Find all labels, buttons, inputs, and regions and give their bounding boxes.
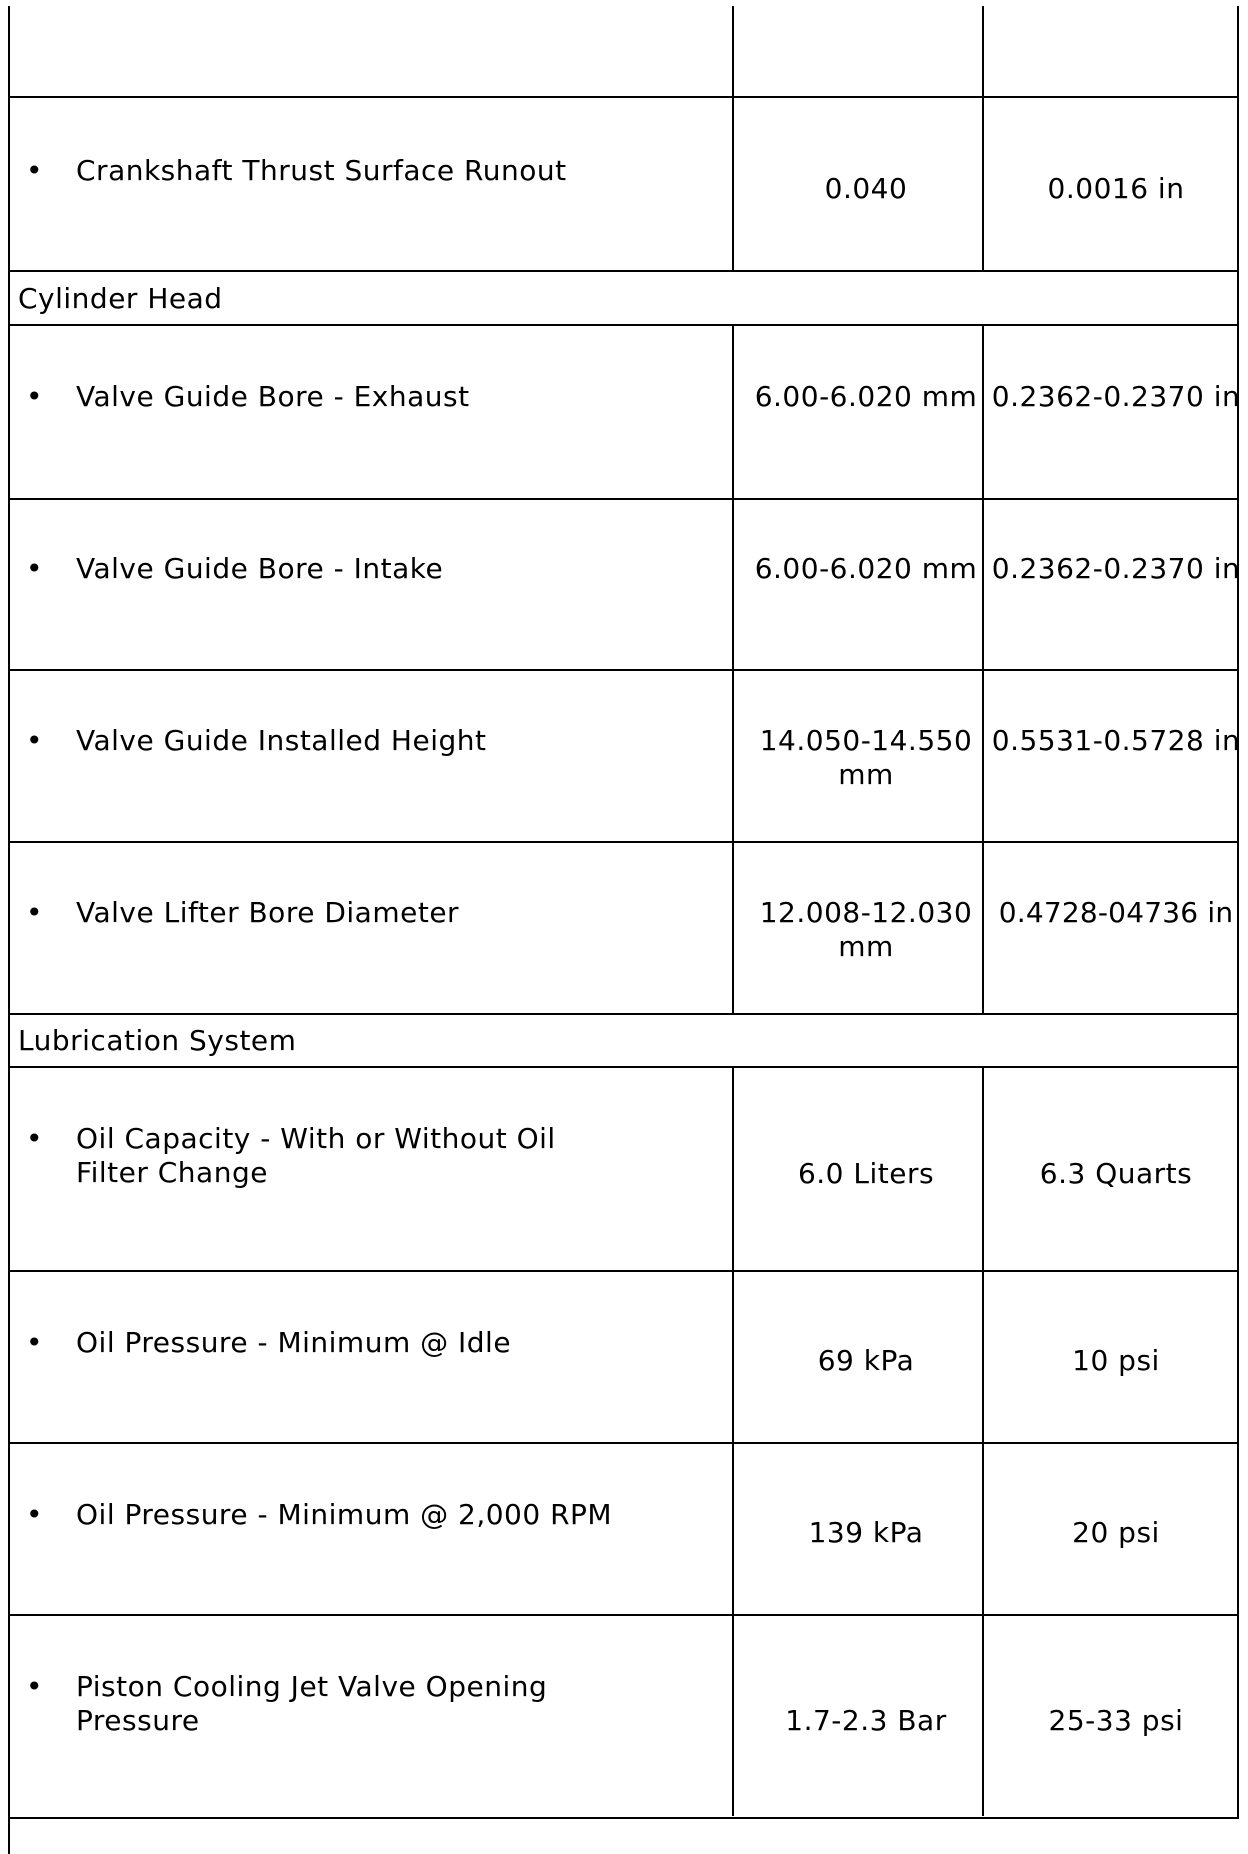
column-divider: [732, 6, 734, 272]
row-divider: [8, 1817, 1239, 1819]
spec-table: [8, 6, 1239, 1854]
spec-label: Oil Pressure - Minimum @ 2,000 RPM: [76, 1498, 613, 1531]
metric-value: 6.0 Liters: [797, 1157, 935, 1190]
english-value: 0.2362-0.2370 in: [991, 380, 1241, 413]
english-value: 0.2362-0.2370 in: [991, 552, 1241, 585]
bullet-point: •: [26, 1326, 43, 1359]
metric-value: 6.00-6.020 mm: [754, 380, 978, 413]
english-value: 20 psi: [1072, 1516, 1160, 1549]
column-divider: [732, 1066, 734, 1816]
bullet-point: •: [26, 154, 43, 187]
row-divider: [8, 324, 1239, 326]
metric-value: 139 kPa: [808, 1516, 924, 1549]
bullet-point: •: [26, 1670, 43, 1703]
spec-label: Valve Lifter Bore Diameter: [76, 896, 460, 929]
table-border-left: [8, 6, 10, 1854]
bullet-point: •: [26, 1498, 43, 1531]
bullet-point: •: [26, 380, 43, 413]
spec-label: Valve Guide Bore - Intake: [76, 552, 444, 585]
spec-label: Valve Guide Installed Height: [76, 724, 487, 757]
metric-value: 6.00-6.020 mm: [754, 552, 978, 585]
metric-value: 12.008-12.030 mm: [759, 896, 973, 963]
metric-value: 1.7-2.3 Bar: [785, 1704, 947, 1737]
spec-label: Crankshaft Thrust Surface Runout: [76, 154, 567, 187]
bullet-point: •: [26, 896, 43, 929]
row-divider: [8, 669, 1239, 671]
row-divider: [8, 498, 1239, 500]
row-divider: [8, 1066, 1239, 1068]
spec-label: Oil Capacity - With or Without Oil Filter Change: [76, 1122, 556, 1189]
section-header: Cylinder Head: [18, 282, 223, 315]
row-divider: [8, 1614, 1239, 1616]
row-divider: [8, 841, 1239, 843]
spec-label: Valve Guide Bore - Exhaust: [76, 380, 470, 413]
english-value: 25-33 psi: [1048, 1704, 1184, 1737]
section-header: Lubrication System: [18, 1024, 297, 1057]
column-divider: [982, 6, 984, 272]
row-divider: [8, 270, 1239, 272]
metric-value: 0.040: [824, 172, 908, 205]
column-divider: [982, 324, 984, 1015]
spec-label: Oil Pressure - Minimum @ Idle: [76, 1326, 512, 1359]
english-value: 0.4728-04736 in: [998, 896, 1234, 929]
column-divider: [732, 324, 734, 1015]
row-divider: [8, 1013, 1239, 1015]
english-value: 10 psi: [1072, 1344, 1160, 1377]
bullet-point: •: [26, 724, 43, 757]
metric-value: 14.050-14.550 mm: [759, 724, 973, 791]
bullet-point: •: [26, 552, 43, 585]
row-divider: [8, 1442, 1239, 1444]
row-divider: [8, 96, 1239, 98]
english-value: 0.5531-0.5728 in: [991, 724, 1241, 757]
row-divider: [8, 1270, 1239, 1272]
spec-label: Piston Cooling Jet Valve Opening Pressure: [76, 1670, 548, 1737]
english-value: 6.3 Quarts: [1039, 1157, 1193, 1190]
english-value: 0.0016 in: [1047, 172, 1185, 205]
metric-value: 69 kPa: [817, 1344, 915, 1377]
bullet-point: •: [26, 1122, 43, 1155]
